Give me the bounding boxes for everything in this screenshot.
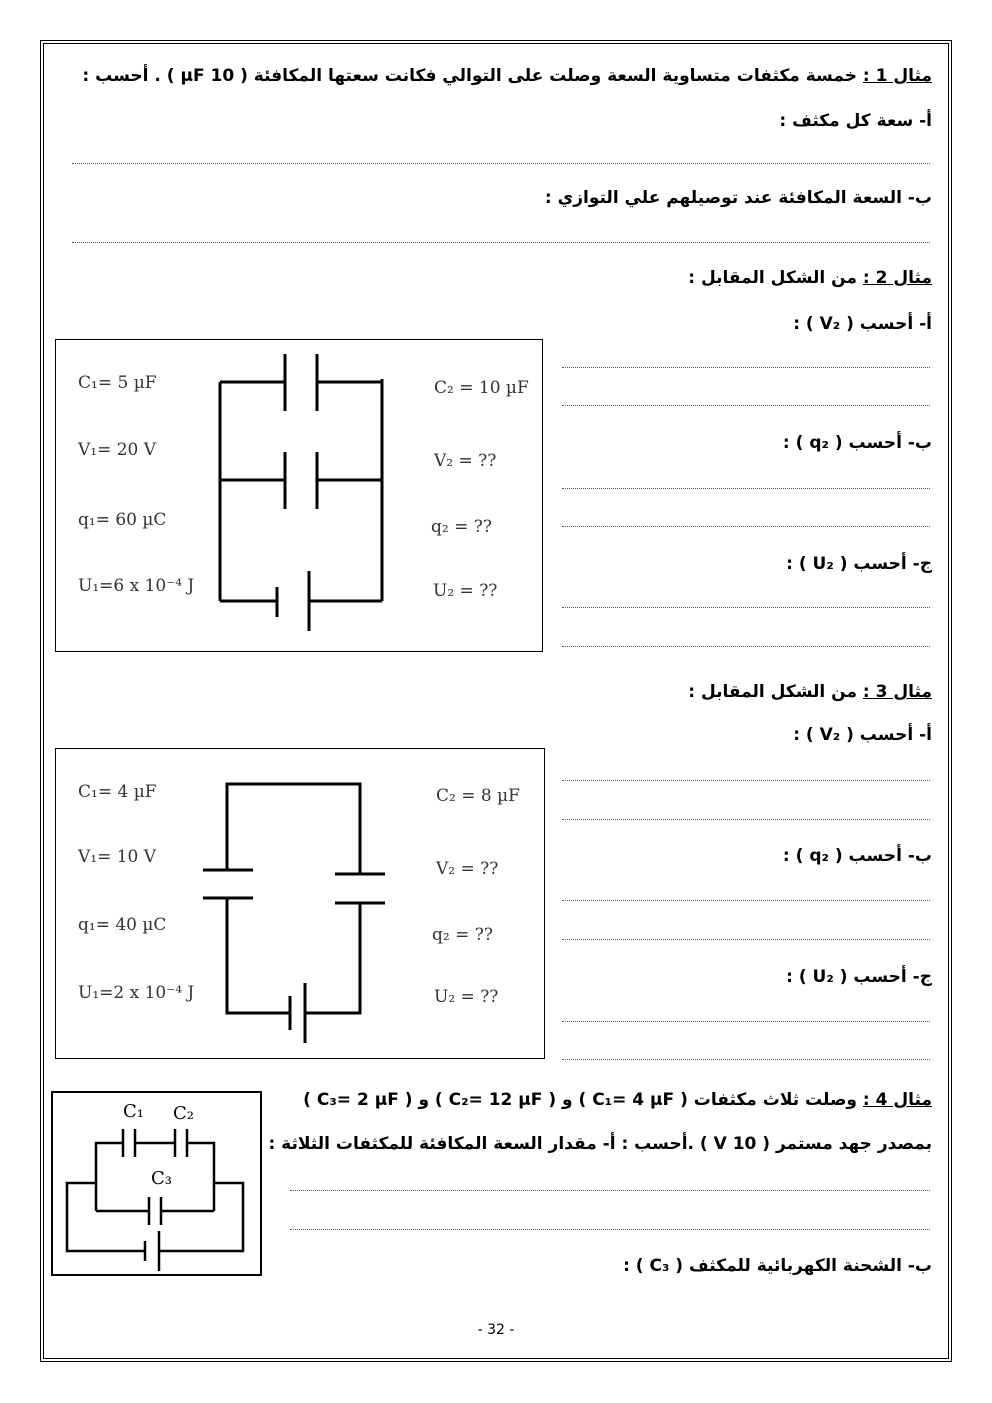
ex2-label-v2: V₂ = ??: [434, 451, 497, 471]
answer-line: [562, 526, 930, 527]
ex2-label-c2: C₂ = 10 µF: [434, 378, 529, 398]
ex1-title-line: [82, 68, 932, 85]
ex1-text: خمسة مكثفات متساوية السعة وصلت على التوالي فكانت سعتها المكافئة ( 10 µF ) . أحسب :: [82, 66, 857, 86]
ex2-label-q1: q₁= 60 µC: [78, 510, 167, 530]
ex3-label-u2: U₂ = ??: [434, 987, 499, 1007]
answer-line: [562, 367, 930, 368]
ex4-part-b: ب- الشحنة الكهربائية للمكثف ( C₃ ) :: [623, 1256, 932, 1276]
answer-line: [562, 1059, 930, 1060]
ex3-figure: [55, 748, 545, 1059]
ex3-label-c1: C₁= 4 µF: [78, 782, 157, 802]
answer-line: [562, 819, 930, 820]
ex1-heading: مثال 1 :: [862, 66, 932, 86]
ex3-text: من الشكل المقابل :: [688, 682, 857, 702]
ex1-part-a: أ- سعة كل مكثف :: [779, 111, 932, 131]
ex4-text: وصلت ثلاث مكثفات ( C₁= 4 µF ) و ( C₂= 12 µF ) و ( C₃= 2 µF ): [303, 1090, 857, 1110]
answer-line: [562, 646, 930, 647]
ex3-title-line: [688, 684, 932, 701]
ex3-label-q1: q₁= 40 µC: [78, 915, 167, 935]
ex4-label-c1: C₁: [123, 1101, 144, 1122]
ex3-label-q2: q₂ = ??: [432, 925, 493, 945]
answer-line: [562, 1021, 930, 1022]
answer-line: [562, 405, 930, 406]
ex2-heading: مثال 2 :: [862, 268, 932, 288]
ex3-label-v2: V₂ = ??: [436, 859, 499, 879]
ex2-circuit-diagram: [55, 339, 543, 652]
answer-line: [562, 488, 930, 489]
ex2-label-c1: C₁= 5 µF: [78, 373, 157, 393]
ex4-title-line: [303, 1092, 932, 1109]
ex3-part-c: ج- أحسب ( U₂ ) :: [786, 967, 932, 987]
ex2-part-b: ب- أحسب ( q₂ ) :: [782, 433, 932, 453]
ex3-label-v1: V₁= 10 V: [78, 847, 157, 867]
ex2-label-u2: U₂ = ??: [433, 581, 498, 601]
answer-line: [290, 1190, 930, 1191]
answer-line: [562, 900, 930, 901]
ex4-heading: مثال 4 :: [862, 1090, 932, 1110]
answer-line: [562, 607, 930, 608]
ex3-circuit-diagram: [55, 748, 545, 1059]
ex2-part-a: أ- أحسب ( V₂ ) :: [793, 314, 932, 334]
answer-line: [290, 1229, 930, 1230]
ex4-figure: [51, 1091, 262, 1276]
ex2-figure: [55, 339, 543, 652]
answer-line: [72, 242, 930, 243]
ex2-label-u1: U₁=6 x 10⁻⁴ J: [78, 576, 195, 596]
ex4-label-c2: C₂: [173, 1103, 194, 1124]
ex3-label-u1: U₁=2 x 10⁻⁴ J: [78, 983, 195, 1003]
ex3-part-b: ب- أحسب ( q₂ ) :: [782, 846, 932, 866]
ex2-label-v1: V₁= 20 V: [78, 440, 157, 460]
ex3-heading: مثال 3 :: [862, 682, 932, 702]
answer-line: [562, 780, 930, 781]
ex2-label-q2: q₂ = ??: [431, 517, 492, 537]
ex2-text: من الشكل المقابل :: [688, 268, 857, 288]
page-number: - 32 -: [477, 1322, 515, 1338]
ex4-part-a: بمصدر جهد مستمر ( 10 V ) .أحسب : أ- مقدار السعة المكافئة للمكثفات الثلاثة :: [268, 1134, 932, 1154]
ex3-label-c2: C₂ = 8 µF: [436, 786, 520, 806]
ex2-title-line: [688, 270, 932, 287]
ex2-part-c: ج- أحسب ( U₂ ) :: [786, 554, 932, 574]
ex4-label-c3: C₃: [151, 1168, 172, 1189]
ex4-circuit-diagram: [51, 1091, 262, 1276]
answer-line: [562, 939, 930, 940]
ex3-part-a: أ- أحسب ( V₂ ) :: [793, 725, 932, 745]
answer-line: [72, 163, 930, 164]
ex1-part-b: ب- السعة المكافئة عند توصيلهم علي التوازي :: [544, 188, 932, 208]
